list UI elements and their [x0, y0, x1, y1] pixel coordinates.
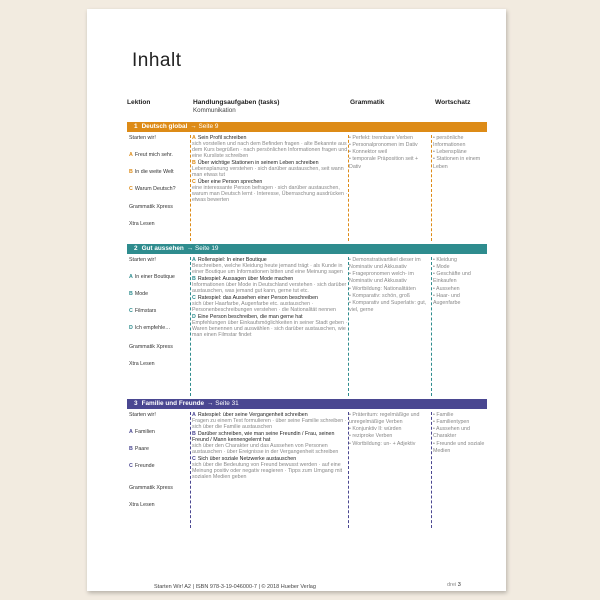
footer-imprint: Starten Wir! A2 | ISBN 978-3-19-046000-7 | © 2018 Hueber Verlag: [154, 584, 316, 590]
wortschatz-item: • Geschäfte und Einkaufen: [433, 271, 487, 285]
wortschatz-column: [433, 257, 487, 307]
task-detail: eine interessante Person befragen · sich darüber austauschen, warum man Deutsch lernt · Interesse, Überraschung ausdrücken · etwas bewerten: [192, 185, 348, 203]
column-divider: [190, 257, 191, 396]
lektion-item[interactable]: [129, 186, 189, 192]
task-item: [192, 160, 349, 178]
lektion-letter: B: [129, 169, 133, 175]
wortschatz-item: • Familie: [433, 412, 487, 419]
lektion-item[interactable]: [129, 291, 189, 297]
task-detail: Lebensplanung verstehen · sich darüber austauschen, seit wann man etwas tut: [192, 166, 344, 178]
grammatik-item: • Wortbildung: Nationalitäten: [349, 286, 431, 293]
lektion-title: Mode: [134, 291, 149, 297]
lektion-item[interactable]: [129, 485, 189, 491]
section-number: 2: [134, 245, 138, 252]
contents-page: [87, 9, 506, 591]
grammatik-item: • Perfekt: trennbare Verben: [349, 135, 431, 142]
lektion-letter: B: [129, 291, 133, 297]
task-detail: sich über Haarfarbe, Augenfarbe etc. austauschen · Personenbeschreibungen verstehen · die Nationalität nennen: [192, 301, 336, 313]
grammatik-item: • temporale Präposition seit + Dativ: [349, 156, 431, 170]
lektion-item[interactable]: [129, 325, 189, 331]
lektion-title: Grammatik Xpress: [129, 344, 173, 350]
lektion-column: [129, 135, 189, 227]
column-header-lektion: Lektion: [127, 99, 151, 106]
task-item: [192, 179, 349, 203]
task-letter: B: [192, 276, 196, 282]
lektion-item[interactable]: [129, 361, 189, 367]
task-item: [192, 431, 349, 455]
lektion-title: Grammatik Xpress: [129, 485, 173, 491]
lektion-item[interactable]: [129, 429, 189, 435]
task-letter: B: [192, 160, 196, 166]
lektion-letter: A: [129, 152, 133, 158]
lektion-title: Xtra Lesen: [129, 502, 155, 508]
section-page-link[interactable]: → Seite 9: [190, 123, 219, 130]
lektion-column: [129, 412, 189, 508]
lektion-letter: A: [129, 274, 133, 280]
section-content: [127, 133, 487, 241]
task-title: Rollenspiel: In einer Boutique: [197, 257, 267, 263]
task-letter: B: [192, 431, 196, 437]
task-title: Sich über soziale Netzwerke austauschen: [197, 456, 297, 462]
column-divider: [431, 257, 432, 396]
wortschatz-item: • Kleidung: [433, 257, 487, 264]
lektion-item[interactable]: [129, 308, 189, 314]
column-header-handlungsaufgaben: Handlungsaufgaben (tasks): [193, 99, 280, 106]
task-letter: D: [192, 314, 196, 320]
task-title: Ratespiel: Aussagen über Mode machen: [197, 276, 294, 282]
lektion-title: Starten wir!: [129, 257, 156, 263]
section-content: [127, 410, 487, 528]
section-band-3[interactable]: [127, 399, 487, 409]
task-item: [192, 135, 349, 159]
column-subheader-kommunikation: Kommunikation: [193, 107, 236, 114]
lektion-item[interactable]: [129, 204, 189, 210]
section-band-1[interactable]: [127, 122, 487, 132]
lektion-letter: A: [129, 429, 133, 435]
lektion-item[interactable]: [129, 412, 189, 418]
section-page-link[interactable]: → Seite 19: [186, 245, 219, 252]
column-divider: [190, 412, 191, 528]
grammatik-item: • Wortbildung: un- + Adjektiv: [349, 441, 431, 448]
task-title: Darüber schreiben, wie man seine Freundin / Frau, seinen Freund / Mann kennengelernt hat: [192, 431, 335, 443]
section-name: Familie und Freunde: [141, 400, 205, 407]
column-header-wortschatz: Wortschatz: [435, 99, 471, 106]
grammatik-item: • Konjunktiv II: würden: [349, 426, 431, 433]
task-heading: [192, 431, 349, 443]
grammatik-column: [349, 257, 431, 314]
task-title: Sein Profil schreiben: [197, 135, 247, 141]
column-divider: [431, 412, 432, 528]
task-title: Ratespiel: das Aussehen einer Person beschreiben: [197, 295, 318, 301]
tasks-column: [192, 135, 349, 204]
lektion-title: Ich empfehle…: [134, 325, 171, 331]
task-detail: Fragen zu einem Text formulieren · über seine Familie schreiben · sich über die Familie austauschen: [192, 418, 347, 430]
lektion-title: Xtra Lesen: [129, 221, 155, 227]
page-title: Inhalt: [132, 50, 182, 71]
grammatik-column: [349, 412, 431, 448]
lektion-title: In einer Boutique: [134, 274, 175, 280]
task-detail: sich vorstellen und nach dem Befinden fragen · alte Bekannte aus dem Kurs begrüßen · nach persönlichen Informationen fragen und eine Kursliste schreiben: [192, 141, 348, 159]
task-letter: C: [192, 295, 196, 301]
lektion-item[interactable]: [129, 135, 189, 141]
grammatik-column: [349, 135, 431, 171]
grammatik-item: • Konnektor weil: [349, 149, 431, 156]
grammatik-item: • Komparativ: schön, groß: [349, 293, 431, 300]
lektion-title: Xtra Lesen: [129, 361, 155, 367]
task-letter: A: [192, 412, 196, 418]
grammatik-item: • Personalpronomen im Dativ: [349, 142, 431, 149]
wortschatz-column: [433, 412, 487, 455]
tasks-column: [192, 412, 349, 481]
wortschatz-item: • Mode: [433, 264, 487, 271]
section-name: Deutsch global: [141, 123, 188, 130]
task-item: [192, 257, 349, 275]
lektion-title: Familien: [134, 429, 155, 435]
task-title: Über wichtige Stationen in seinem Leben schreiben: [197, 160, 319, 166]
grammatik-item: • Demonstrativartikel dieser im Nominativ und Akkusativ: [349, 257, 431, 271]
wortschatz-item: • Haar- und Augenfarbe: [433, 293, 487, 307]
grammatik-item: • reziproke Verben: [349, 433, 431, 440]
lektion-letter: D: [129, 325, 133, 331]
lektion-letter: C: [129, 308, 133, 314]
task-detail: Empfehlungen über Einkaufsmöglichkeiten in seiner Stadt geben · Waren benennen und auswählen · sich darüber austauschen, wie man einen Filmstar findet: [192, 320, 348, 338]
wortschatz-column: [433, 135, 487, 171]
lektion-item[interactable]: [129, 152, 189, 158]
wortschatz-item: • Freunde und soziale Medien: [433, 441, 487, 455]
lektion-item[interactable]: [129, 344, 189, 350]
task-detail: Beschreiben, welche Kleidung heute jemand trägt · als Kunde in einer Boutique um Informationen bitten und eine Meinung sagen: [192, 263, 343, 275]
lektion-letter: C: [129, 463, 133, 469]
section-page-link[interactable]: → Seite 31: [207, 400, 239, 407]
task-item: [192, 295, 349, 313]
section-content: [127, 255, 487, 396]
task-title: Ratespiel: über seine Vergangenheit schreiben: [197, 412, 308, 418]
lektion-item[interactable]: [129, 502, 189, 508]
lektion-title: Freunde: [134, 463, 155, 469]
lektion-title: Starten wir!: [129, 135, 156, 141]
task-detail: sich über den Charakter und das Aussehen von Personen austauschen · über Ereignisse in der Vergangenheit schreiben: [192, 443, 339, 455]
section-band-2[interactable]: [127, 244, 487, 254]
task-letter: A: [192, 135, 196, 141]
lektion-title: Filmstars: [134, 308, 157, 314]
task-item: [192, 314, 349, 338]
wortschatz-item: • Lebenspläne: [433, 149, 487, 156]
page-label: drei: [447, 582, 457, 588]
lektion-item[interactable]: [129, 463, 189, 469]
column-divider: [190, 135, 191, 241]
wortschatz-item: • Aussehen: [433, 286, 487, 293]
grammatik-item: • Fragepronomen welch- im Nominativ und Akkusativ: [349, 271, 431, 285]
lektion-title: In die weite Welt: [134, 169, 174, 175]
section-number: 1: [134, 123, 138, 130]
page-number: [447, 582, 461, 588]
task-letter: A: [192, 257, 196, 263]
lektion-item[interactable]: [129, 446, 189, 452]
column-divider: [431, 135, 432, 241]
tasks-column: [192, 257, 349, 339]
lektion-title: Grammatik Xpress: [129, 204, 173, 210]
lektion-letter: C: [129, 186, 133, 192]
task-letter: C: [192, 179, 196, 185]
task-item: [192, 412, 349, 430]
wortschatz-item: • Familientypen: [433, 419, 487, 426]
task-item: [192, 456, 349, 480]
wortschatz-item: • Aussehen und Charakter: [433, 426, 487, 440]
column-header-grammatik: Grammatik: [350, 99, 385, 106]
lektion-title: Paare: [134, 446, 149, 452]
lektion-title: Warum Deutsch?: [134, 186, 176, 192]
lektion-title: Freut mich sehr.: [134, 152, 173, 158]
lektion-item[interactable]: [129, 274, 189, 280]
wortschatz-item: • persönliche Informationen: [433, 135, 487, 149]
task-title: Eine Person beschreiben, die man gerne hat: [197, 314, 303, 320]
lektion-letter: B: [129, 446, 133, 452]
task-detail: sich über die Bedeutung von Freund bewusst werden · auf eine Meinung positiv oder negativ reagieren · Tipps zum Umgang mit sozialen Medien geben: [192, 462, 343, 480]
task-letter: C: [192, 456, 196, 462]
grammatik-item: • Präteritum: regelmäßige und unregelmäßige Verben: [349, 412, 431, 426]
lektion-item[interactable]: [129, 169, 189, 175]
task-detail: Informationen über Mode in Deutschland verstehen · sich darüber austauschen, was jemand gut kann, gerne tut etc.: [192, 282, 347, 294]
lektion-item[interactable]: [129, 257, 189, 263]
lektion-column: [129, 257, 189, 367]
page-number-value: 3: [457, 582, 461, 588]
lektion-title: Starten wir!: [129, 412, 156, 418]
lektion-item[interactable]: [129, 221, 189, 227]
task-title: Über eine Person sprechen: [197, 179, 263, 185]
task-item: [192, 276, 349, 294]
wortschatz-item: • Stationen in einem Leben: [433, 156, 487, 170]
section-name: Gut aussehen: [141, 245, 184, 252]
section-number: 3: [134, 400, 138, 407]
grammatik-item: • Komparativ und Superlativ: gut, viel, gerne: [349, 300, 431, 314]
